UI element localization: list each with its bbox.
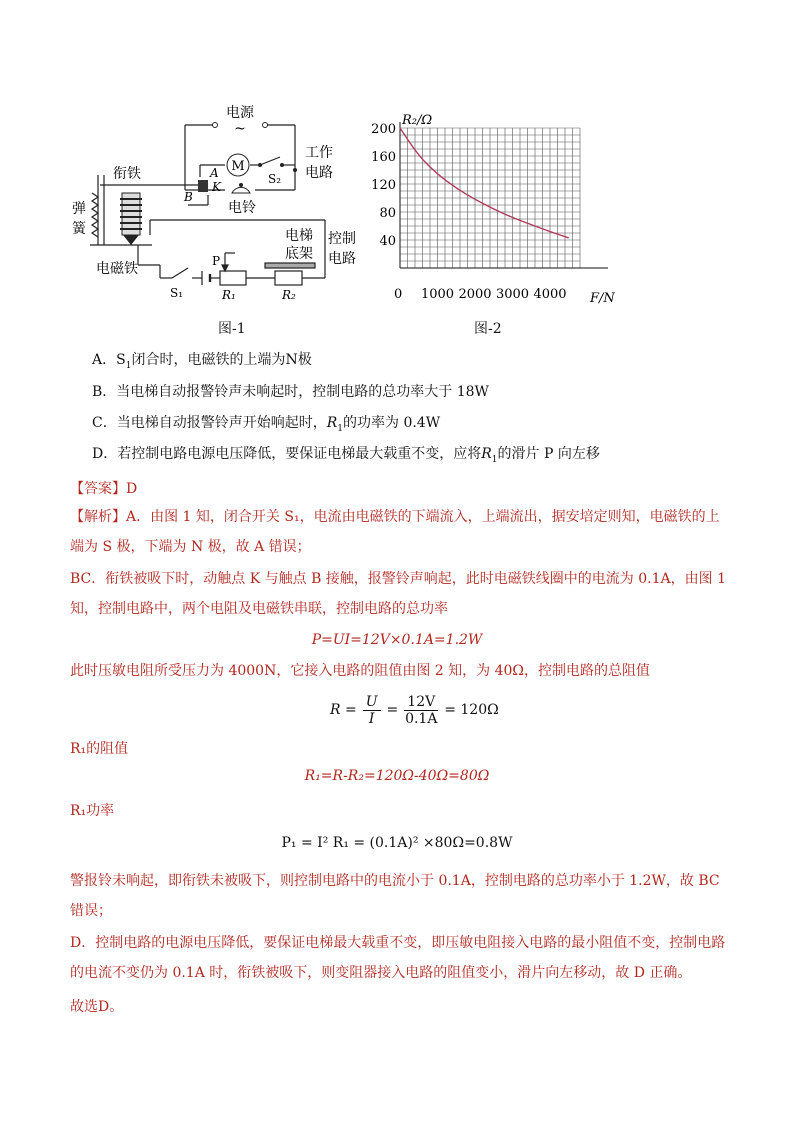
answer-line [70, 478, 137, 498]
x-tick-label: 1000 [420, 287, 455, 302]
contact-b-label: B [184, 190, 193, 204]
r2-label: R₂ [282, 288, 296, 302]
analysis-paragraph-5: D．控制电路的电源电压降低，要保证电梯最大载重不变，即压敏电阻接入电路的最小阻值不变，控制电路的电流不变仍为 0.1A 时，衔铁被吸下，则变阻器接入电路的阻值变小，滑片向左移动，故 D 正确。 [70, 935, 726, 981]
armature-label: 衔铁 [113, 166, 141, 182]
contact-a-label: A [210, 166, 219, 180]
equation-4: P₁ = I² R₁ = (0.1A)² ×80Ω=0.8W [281, 835, 513, 851]
electromagnet-label: 电磁铁 [96, 261, 138, 277]
option-d-sub: 1 [491, 454, 498, 465]
eq2-den-a: 0.1A [405, 710, 438, 727]
option-a-text: 闭合时，电磁铁的上端为N极 [131, 352, 312, 368]
option-d-letter: D． [92, 446, 118, 462]
answer-value: D [126, 481, 138, 497]
spring-label-2: 簧 [72, 221, 86, 237]
chart-axes [400, 122, 608, 268]
control-circuit-label-1: 控制 [328, 231, 356, 247]
option-c-pretext: 当电梯自动报警铃声开始响起时， [116, 415, 327, 431]
electromagnet-coil [120, 193, 142, 245]
y-tick-label: 200 [371, 122, 396, 137]
eq2-num-v: 12V [404, 694, 438, 711]
x-tick-label: 4000 [533, 287, 567, 302]
contact-k-label: K [212, 180, 221, 194]
y-tick-label: 160 [371, 150, 396, 165]
equation-2: R = $\frac{U}{I}$ = $\frac{12V}{0.1A}$ = 120Ω [330, 693, 499, 727]
option-a-sub: 1 [125, 360, 132, 371]
r1-resistance-label: R₁的阻值 [70, 741, 129, 757]
contact-k [198, 180, 208, 192]
equation-3: R₁=R-R₂=120Ω-40Ω=80Ω [304, 768, 490, 784]
bell-label: 电铃 [228, 200, 256, 216]
eq2-frac-values [404, 694, 438, 727]
analysis-paragraph-3: 此时压敏电阻所受压力为 4000N，它接入电路的阻值由图 2 知，为 40Ω，控制电路的总阻值 [70, 663, 651, 679]
data-curve [400, 128, 569, 238]
option-d [92, 444, 600, 470]
figure-1-caption: 图-1 [218, 321, 246, 337]
option-a-var: S [116, 352, 126, 368]
option-d-var: R [481, 446, 492, 462]
figure-2-caption: 图-2 [474, 321, 502, 337]
option-c-letter: C． [92, 415, 117, 431]
x-axis-label: F/N [590, 291, 615, 306]
y-tick-label: 40 [379, 234, 396, 249]
eq2-frac-ui [363, 694, 381, 727]
tilde-label: ~ [234, 121, 246, 137]
conclusion: 故选D。 [70, 999, 124, 1015]
origin-label: 0 [394, 287, 403, 302]
r1-label: R₁ [222, 288, 236, 302]
analysis-paragraph-2: BC．衔铁被吸下时，动触点 K 与触点 B 接触，报警铃声响起，此时电磁铁线圈中的电流为 0.1A，由图 1 知，控制电路中，两个电阻及电磁铁串联，控制电路的总功率 [70, 571, 726, 617]
option-a [92, 350, 312, 376]
analysis-p1-text: A．由图 1 知，闭合开关 S₁，电流由电磁铁的下端流入，上端流出，据安培定则知，电磁铁的上端为 S 极，下端为 N 极，故 A 错误； [70, 509, 720, 555]
y-tick-label: 120 [371, 178, 396, 193]
work-circuit-label-1: 工作 [305, 145, 333, 161]
r1-power-label: R₁功率 [70, 803, 115, 819]
work-circuit-label-2: 电路 [305, 165, 333, 181]
motor-label: M [231, 159, 245, 174]
analysis-paragraph-4: 警报铃未响起，即衔铁未被吸下，则控制电路中的电流小于 0.1A，控制电路的总功率小于 1.2W，故 BC 错误； [70, 873, 720, 919]
figure-2-chart [368, 108, 628, 308]
answer-label: 【答案】 [70, 481, 126, 497]
elevator-base-label-1: 电梯 [285, 228, 313, 244]
elevator-base-label-2: 底架 [285, 246, 313, 262]
eq2-left: R = [330, 702, 357, 718]
option-b-text: 当电梯自动报警铃声未响起时，控制电路的总功率大于 18W [116, 384, 489, 400]
slider-p-label: P [212, 254, 221, 268]
analysis-label: 【解析】 [70, 509, 126, 525]
option-c-text: 的功率为 0.4W [343, 415, 441, 431]
option-b [92, 382, 489, 402]
x-tick-label: 2000 [458, 287, 492, 302]
y-tick-label: 80 [379, 206, 396, 221]
eq2-right: = 120Ω [444, 702, 499, 718]
analysis-paragraph-1 [70, 502, 730, 562]
option-c-var: R [326, 415, 338, 431]
switch-s1-label: S₁ [170, 286, 184, 300]
equation-1: P=UI=12V×0.1A=1.2W [311, 632, 483, 648]
option-c [92, 413, 440, 439]
y-axis-label: R₂/Ω [402, 113, 433, 128]
control-circuit-label-2: 电路 [328, 251, 356, 267]
eq2-num-u: U [363, 694, 381, 711]
switch-s2-label: S₂ [268, 172, 282, 186]
eq2-den-i: I [368, 710, 375, 727]
option-b-letter: B． [92, 384, 117, 400]
figure-1-circuit [60, 95, 380, 315]
power-label: 电源 [226, 105, 254, 121]
bell-symbol [232, 187, 250, 193]
option-a-letter: A． [92, 352, 117, 368]
x-tick-label: 3000 [495, 287, 530, 302]
chart-grid [400, 128, 580, 268]
option-c-sub: 1 [337, 423, 343, 434]
option-d-text: 的滑片 P 向左移 [497, 446, 600, 462]
option-d-pretext: 若控制电路电源电压降低，要保证电梯最大载重不变，应将 [117, 446, 482, 462]
spring-label-1: 弹 [72, 201, 86, 217]
